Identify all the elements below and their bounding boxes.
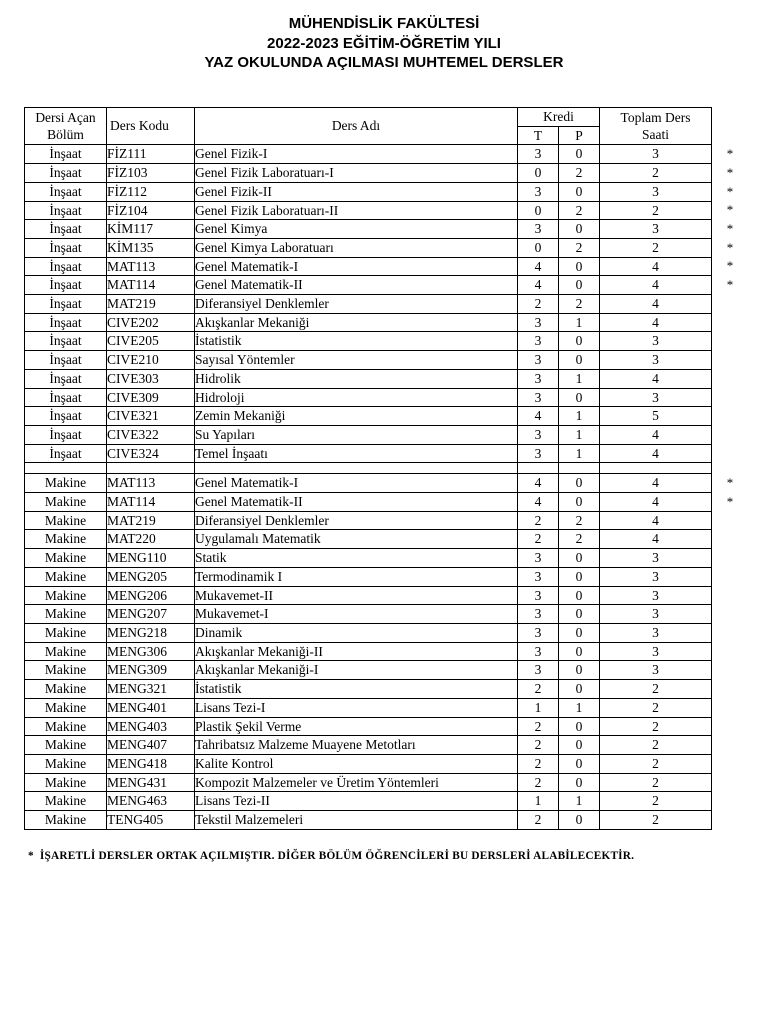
total-hours-cell: 4 [600, 474, 712, 493]
course-name-cell: Genel Matematik-II [195, 276, 518, 295]
practice-credit-cell: 0 [559, 257, 600, 276]
course-name-cell: Akışkanlar Mekaniği-I [195, 661, 518, 680]
course-code-cell: MAT219 [107, 511, 195, 530]
course-name-cell: Genel Fizik Laboratuarı-I [195, 164, 518, 183]
course-name-cell: Sayısal Yöntemler [195, 351, 518, 370]
table-row [25, 549, 712, 568]
theory-credit-cell: 3 [518, 444, 559, 463]
total-hours-cell: 4 [600, 276, 712, 295]
theory-credit-cell: 4 [518, 407, 559, 426]
shared-course-asterisk: * [726, 277, 734, 293]
course-name-cell: Hidrolik [195, 369, 518, 388]
theory-credit-cell: 3 [518, 425, 559, 444]
practice-credit-cell: 0 [559, 351, 600, 370]
shared-course-asterisk: * [726, 183, 734, 199]
theory-credit-cell: 1 [518, 792, 559, 811]
table-row [25, 811, 712, 830]
table-row [25, 238, 712, 257]
department-cell: İnşaat [25, 276, 107, 295]
table-row [25, 586, 712, 605]
total-hours-cell: 4 [600, 295, 712, 314]
table-row [25, 530, 712, 549]
course-code-cell: KİM117 [107, 220, 195, 239]
department-cell: Makine [25, 792, 107, 811]
total-hours-cell: 2 [600, 736, 712, 755]
department-cell: İnşaat [25, 444, 107, 463]
course-name-cell: Lisans Tezi-I [195, 698, 518, 717]
course-code-cell: MENG218 [107, 623, 195, 642]
department-cell: İnşaat [25, 182, 107, 201]
course-code-cell: MENG306 [107, 642, 195, 661]
total-hours-cell: 5 [600, 407, 712, 426]
theory-credit-cell: 3 [518, 661, 559, 680]
practice-credit-cell: 0 [559, 276, 600, 295]
theory-credit-cell: 2 [518, 754, 559, 773]
total-hours-cell: 3 [600, 549, 712, 568]
table-row [25, 736, 712, 755]
table-row [25, 332, 712, 351]
theory-credit-cell: 4 [518, 474, 559, 493]
theory-credit-cell: 3 [518, 220, 559, 239]
total-hours-cell: 2 [600, 698, 712, 717]
course-name-cell: Genel Kimya [195, 220, 518, 239]
practice-credit-cell: 0 [559, 388, 600, 407]
total-hours-cell: 4 [600, 369, 712, 388]
course-name-cell: Statik [195, 549, 518, 568]
total-hours-cell: 4 [600, 425, 712, 444]
civil-engineering-courses [25, 145, 712, 463]
course-name-cell: Genel Matematik-I [195, 474, 518, 493]
table-row [25, 164, 712, 183]
practice-credit-cell: 0 [559, 736, 600, 755]
theory-credit-cell: 2 [518, 530, 559, 549]
course-name-cell: Plastik Şekil Verme [195, 717, 518, 736]
header-department: Dersi Açan Bölüm [25, 108, 107, 145]
table-row [25, 313, 712, 332]
table-row [25, 145, 712, 164]
department-cell: İnşaat [25, 369, 107, 388]
course-name-cell: Tekstil Malzemeleri [195, 811, 518, 830]
course-name-cell: Kompozit Malzemeler ve Üretim Yöntemleri [195, 773, 518, 792]
course-name-cell: Hidroloji [195, 388, 518, 407]
practice-credit-cell: 2 [559, 201, 600, 220]
course-code-cell: MENG321 [107, 680, 195, 699]
practice-credit-cell: 0 [559, 680, 600, 699]
total-hours-cell: 2 [600, 811, 712, 830]
academic-year: 2022-2023 EĞİTİM-ÖĞRETİM YILI [267, 34, 501, 52]
theory-credit-cell: 3 [518, 351, 559, 370]
department-cell: Makine [25, 530, 107, 549]
courses-table [24, 107, 712, 830]
course-code-cell: MAT220 [107, 530, 195, 549]
table-row [25, 754, 712, 773]
course-name-cell: Termodinamik I [195, 567, 518, 586]
theory-credit-cell: 2 [518, 511, 559, 530]
theory-credit-cell: 2 [518, 680, 559, 699]
theory-credit-cell: 3 [518, 332, 559, 351]
course-code-cell: CIVE205 [107, 332, 195, 351]
total-hours-cell: 3 [600, 351, 712, 370]
table-row [25, 444, 712, 463]
table-row [25, 680, 712, 699]
practice-credit-cell: 2 [559, 164, 600, 183]
course-code-cell: KİM135 [107, 238, 195, 257]
total-hours-cell: 2 [600, 754, 712, 773]
total-hours-cell: 2 [600, 680, 712, 699]
total-hours-cell: 3 [600, 567, 712, 586]
department-cell: Makine [25, 623, 107, 642]
department-cell: İnşaat [25, 332, 107, 351]
table-row [25, 698, 712, 717]
table-row [25, 257, 712, 276]
theory-credit-cell: 3 [518, 145, 559, 164]
practice-credit-cell: 0 [559, 605, 600, 624]
practice-credit-cell: 0 [559, 661, 600, 680]
shared-course-asterisk: * [726, 475, 734, 491]
practice-credit-cell: 0 [559, 182, 600, 201]
table-row [25, 295, 712, 314]
course-name-cell: Genel Matematik-I [195, 257, 518, 276]
theory-credit-cell: 3 [518, 313, 559, 332]
course-name-cell: Genel Fizik-II [195, 182, 518, 201]
practice-credit-cell: 0 [559, 642, 600, 661]
practice-credit-cell: 0 [559, 623, 600, 642]
department-cell: Makine [25, 680, 107, 699]
table-row [25, 201, 712, 220]
practice-credit-cell: 0 [559, 493, 600, 512]
theory-credit-cell: 3 [518, 586, 559, 605]
department-cell: Makine [25, 567, 107, 586]
theory-credit-cell: 3 [518, 549, 559, 568]
course-name-cell: Kalite Kontrol [195, 754, 518, 773]
table-row [25, 369, 712, 388]
table-row [25, 182, 712, 201]
department-cell: İnşaat [25, 145, 107, 164]
department-cell: Makine [25, 661, 107, 680]
department-cell: İnşaat [25, 220, 107, 239]
theory-credit-cell: 3 [518, 369, 559, 388]
total-hours-cell: 2 [600, 238, 712, 257]
department-cell: Makine [25, 586, 107, 605]
course-code-cell: MAT113 [107, 474, 195, 493]
course-code-cell: FİZ103 [107, 164, 195, 183]
course-name-cell: Temel İnşaatı [195, 444, 518, 463]
course-name-cell: Zemin Mekaniği [195, 407, 518, 426]
header-code: Ders Kodu [107, 108, 195, 145]
course-name-cell: Diferansiyel Denklemler [195, 295, 518, 314]
department-cell: Makine [25, 493, 107, 512]
course-code-cell: TENG405 [107, 811, 195, 830]
department-cell: İnşaat [25, 257, 107, 276]
total-hours-cell: 2 [600, 792, 712, 811]
table-row [25, 276, 712, 295]
department-cell: İnşaat [25, 238, 107, 257]
practice-credit-cell: 1 [559, 444, 600, 463]
total-hours-cell: 2 [600, 201, 712, 220]
total-hours-cell: 2 [600, 717, 712, 736]
header-credit: Kredi [518, 108, 600, 127]
department-cell: Makine [25, 754, 107, 773]
course-name-cell: Genel Fizik Laboratuarı-II [195, 201, 518, 220]
course-code-cell: MENG418 [107, 754, 195, 773]
theory-credit-cell: 3 [518, 605, 559, 624]
department-cell: Makine [25, 605, 107, 624]
theory-credit-cell: 2 [518, 811, 559, 830]
course-name-cell: Genel Kimya Laboratuarı [195, 238, 518, 257]
table-row [25, 351, 712, 370]
course-code-cell: MENG207 [107, 605, 195, 624]
theory-credit-cell: 3 [518, 642, 559, 661]
course-code-cell: MAT114 [107, 276, 195, 295]
department-cell: İnşaat [25, 313, 107, 332]
practice-credit-cell: 2 [559, 530, 600, 549]
total-hours-cell: 3 [600, 388, 712, 407]
course-code-cell: MENG205 [107, 567, 195, 586]
shared-course-asterisk: * [726, 164, 734, 180]
theory-credit-cell: 3 [518, 388, 559, 407]
course-name-cell: Genel Fizik-I [195, 145, 518, 164]
department-cell: İnşaat [25, 295, 107, 314]
table-row [25, 642, 712, 661]
header-total-hours: Toplam Ders Saati [600, 108, 712, 145]
table-row [25, 605, 712, 624]
document-header [0, 14, 768, 73]
course-name-cell: Lisans Tezi-II [195, 792, 518, 811]
practice-credit-cell: 0 [559, 773, 600, 792]
footnote [28, 850, 634, 862]
course-code-cell: MENG401 [107, 698, 195, 717]
total-hours-cell: 2 [600, 164, 712, 183]
total-hours-cell: 4 [600, 511, 712, 530]
practice-credit-cell: 1 [559, 407, 600, 426]
table-row [25, 717, 712, 736]
shared-course-asterisk: * [726, 202, 734, 218]
total-hours-cell: 3 [600, 642, 712, 661]
shared-course-asterisk: * [726, 493, 734, 509]
course-code-cell: FİZ111 [107, 145, 195, 164]
course-code-cell: FİZ104 [107, 201, 195, 220]
header-theory: T [518, 126, 559, 145]
table-row [25, 474, 712, 493]
course-name-cell: Genel Matematik-II [195, 493, 518, 512]
total-hours-cell: 4 [600, 493, 712, 512]
department-cell: İnşaat [25, 388, 107, 407]
department-cell: Makine [25, 698, 107, 717]
practice-credit-cell: 0 [559, 145, 600, 164]
theory-credit-cell: 2 [518, 736, 559, 755]
course-code-cell: MENG403 [107, 717, 195, 736]
course-code-cell: MENG407 [107, 736, 195, 755]
theory-credit-cell: 4 [518, 493, 559, 512]
course-name-cell: Dinamik [195, 623, 518, 642]
department-cell: Makine [25, 511, 107, 530]
department-cell: Makine [25, 773, 107, 792]
practice-credit-cell: 0 [559, 332, 600, 351]
course-code-cell: MENG206 [107, 586, 195, 605]
department-cell: Makine [25, 642, 107, 661]
table-row [25, 220, 712, 239]
course-code-cell: CIVE324 [107, 444, 195, 463]
course-code-cell: CIVE210 [107, 351, 195, 370]
course-code-cell: CIVE309 [107, 388, 195, 407]
faculty-title: MÜHENDİSLİK FAKÜLTESİ [288, 15, 480, 32]
course-code-cell: CIVE303 [107, 369, 195, 388]
course-name-cell: Diferansiyel Denklemler [195, 511, 518, 530]
course-code-cell: CIVE202 [107, 313, 195, 332]
course-code-cell: MAT219 [107, 295, 195, 314]
theory-credit-cell: 1 [518, 698, 559, 717]
practice-credit-cell: 1 [559, 369, 600, 388]
course-code-cell: FİZ112 [107, 182, 195, 201]
theory-credit-cell: 4 [518, 276, 559, 295]
theory-credit-cell: 4 [518, 257, 559, 276]
course-name-cell: İstatistik [195, 680, 518, 699]
course-name-cell: Tahribatsız Malzeme Muayene Metotları [195, 736, 518, 755]
department-cell: Makine [25, 474, 107, 493]
course-code-cell: CIVE322 [107, 425, 195, 444]
total-hours-cell: 3 [600, 586, 712, 605]
practice-credit-cell: 0 [559, 754, 600, 773]
practice-credit-cell: 0 [559, 220, 600, 239]
theory-credit-cell: 3 [518, 182, 559, 201]
course-code-cell: MENG463 [107, 792, 195, 811]
course-name-cell: Mukavemet-I [195, 605, 518, 624]
shared-course-asterisk: * [726, 239, 734, 255]
total-hours-cell: 3 [600, 661, 712, 680]
practice-credit-cell: 1 [559, 792, 600, 811]
document-subtitle: YAZ OKULUNDA AÇILMASI MUHTEMEL DERSLER [204, 54, 564, 71]
department-cell: İnşaat [25, 164, 107, 183]
total-hours-cell: 3 [600, 182, 712, 201]
mechanical-engineering-courses [25, 474, 712, 829]
theory-credit-cell: 3 [518, 567, 559, 586]
practice-credit-cell: 0 [559, 474, 600, 493]
table-row [25, 407, 712, 426]
practice-credit-cell: 2 [559, 238, 600, 257]
practice-credit-cell: 1 [559, 313, 600, 332]
table-row [25, 511, 712, 530]
department-cell: Makine [25, 811, 107, 830]
footnote-symbol: * [28, 850, 34, 862]
theory-credit-cell: 2 [518, 295, 559, 314]
shared-course-asterisk: * [726, 221, 734, 237]
course-name-cell: Akışkanlar Mekaniği-II [195, 642, 518, 661]
course-code-cell: MENG110 [107, 549, 195, 568]
course-code-cell: MAT114 [107, 493, 195, 512]
department-cell: Makine [25, 736, 107, 755]
total-hours-cell: 4 [600, 444, 712, 463]
department-cell: İnşaat [25, 351, 107, 370]
department-cell: İnşaat [25, 425, 107, 444]
theory-credit-cell: 0 [518, 201, 559, 220]
table-row [25, 792, 712, 811]
table-row [25, 388, 712, 407]
theory-credit-cell: 0 [518, 238, 559, 257]
table-row [25, 493, 712, 512]
shared-course-asterisk: * [726, 146, 734, 162]
table-row [25, 425, 712, 444]
practice-credit-cell: 0 [559, 717, 600, 736]
department-cell: İnşaat [25, 201, 107, 220]
practice-credit-cell: 1 [559, 425, 600, 444]
theory-credit-cell: 2 [518, 773, 559, 792]
total-hours-cell: 3 [600, 332, 712, 351]
department-cell: İnşaat [25, 407, 107, 426]
course-code-cell: MENG431 [107, 773, 195, 792]
practice-credit-cell: 2 [559, 511, 600, 530]
table-row [25, 773, 712, 792]
theory-credit-cell: 0 [518, 164, 559, 183]
course-name-cell: Mukavemet-II [195, 586, 518, 605]
course-code-cell: CIVE321 [107, 407, 195, 426]
course-name-cell: Akışkanlar Mekaniği [195, 313, 518, 332]
total-hours-cell: 3 [600, 623, 712, 642]
theory-credit-cell: 3 [518, 623, 559, 642]
course-name-cell: İstatistik [195, 332, 518, 351]
header-name: Ders Adı [195, 108, 518, 145]
practice-credit-cell: 2 [559, 295, 600, 314]
practice-credit-cell: 1 [559, 698, 600, 717]
total-hours-cell: 4 [600, 313, 712, 332]
total-hours-cell: 3 [600, 145, 712, 164]
total-hours-cell: 3 [600, 220, 712, 239]
practice-credit-cell: 0 [559, 549, 600, 568]
course-name-cell: Su Yapıları [195, 425, 518, 444]
table-row [25, 661, 712, 680]
shared-course-asterisk: * [726, 258, 734, 274]
footnote-text: İŞARETLİ DERSLER ORTAK AÇILMIŞTIR. DİĞER BÖLÜM ÖĞRENCİLERİ BU DERSLERİ ALABİLECEKTİR. [39, 850, 635, 862]
total-hours-cell: 3 [600, 605, 712, 624]
header-practice: P [559, 126, 600, 145]
practice-credit-cell: 0 [559, 811, 600, 830]
table-row [25, 567, 712, 586]
total-hours-cell: 2 [600, 773, 712, 792]
course-code-cell: MENG309 [107, 661, 195, 680]
total-hours-cell: 4 [600, 530, 712, 549]
table-row [25, 623, 712, 642]
course-code-cell: MAT113 [107, 257, 195, 276]
course-name-cell: Uygulamalı Matematik [195, 530, 518, 549]
practice-credit-cell: 0 [559, 567, 600, 586]
practice-credit-cell: 0 [559, 586, 600, 605]
theory-credit-cell: 2 [518, 717, 559, 736]
department-cell: Makine [25, 717, 107, 736]
section-separator [25, 463, 712, 474]
department-cell: Makine [25, 549, 107, 568]
total-hours-cell: 4 [600, 257, 712, 276]
